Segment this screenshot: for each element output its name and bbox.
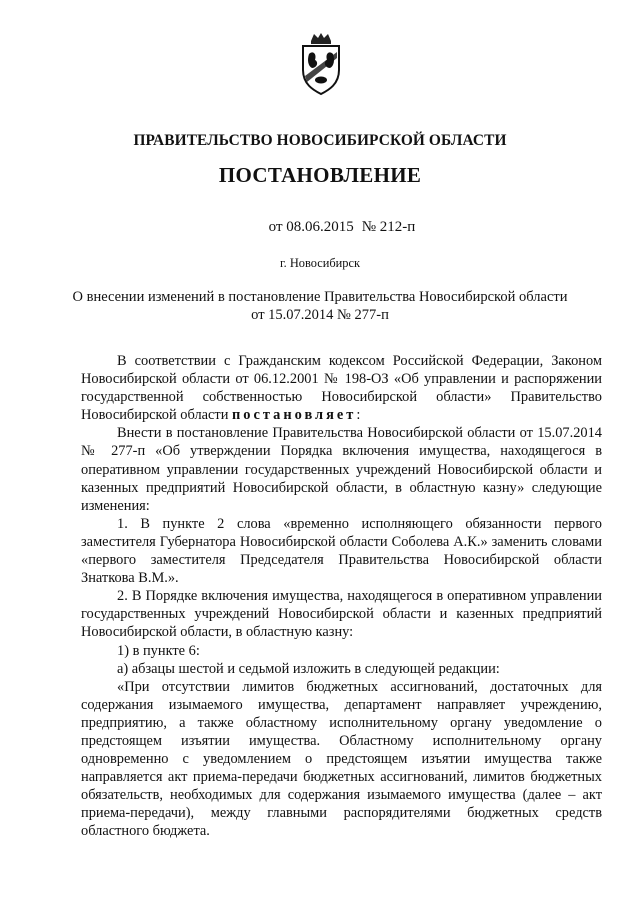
subject-line-2: от 15.07.2014 № 277-п (251, 307, 389, 323)
document-number-line (0, 219, 640, 236)
subject-line-1: О внесении изменений в постановление Правительства Новосибирской области (72, 289, 568, 305)
paragraph-amend: Внести в постановление Правительства Новосибирской области от 15.07.2014 № 277-п «Об утверждении Порядка включения имущества, находящегося в оперативном управлении государственных учреждений Новосибирской области и казенных предприятий Новосибирской области, в областную казну» следующие изменения: (81, 425, 602, 514)
paragraph-item-2: 2. В Порядке включения имущества, находящегося в оперативном управлении государственных учреждений Новосибирской области и казенных предприятий Новосибирской области, в областную казну: (81, 588, 602, 641)
coat-of-arms-icon (297, 32, 345, 96)
document-number: № 212-п (361, 219, 416, 235)
paragraph-item-1: 1. В пункте 2 слова «временно исполняющего обязанности первого заместителя Губернатора Новосибирской области Соболева А.К.» заменить словами «первого заместителя Председателя Правительства Новосибирской области Знаткова В.М.». (81, 515, 602, 587)
document-date: от 08.06.2015 (268, 219, 354, 235)
resolution-keyword: постановляет (232, 407, 357, 424)
paragraph-quote: «При отсутствии лимитов бюджетных ассигнований, достаточных для содержания изымаемого имущества, департамент направляет учреждению, предприятию, а также областному исполнительному органу уведомление о предстоящем изъятии имущества. Областному исполнительному органу одновременно с уведомлением о предстоящем изъятии имущества также направляется акт приема-передачи бюджетных ассигнований, лимитов бюджетных обязательств, необходимых для содержания изымаемого имущества (далее – акт приема-передачи), между главными распорядителями бюджетных средств областного бюджета. (81, 678, 602, 840)
organization-name: ПРАВИТЕЛЬСТВО НОВОСИБИРСКОЙ ОБЛАСТИ (133, 132, 507, 149)
document-subject (60, 288, 580, 324)
paragraph-preamble: В соответствии с Гражданским кодексом Российской Федерации, Законом Новосибирской области от 06.12.2001 № 198-ОЗ «Об управлении и распоряжении государственной собственностью Новосибирской области» Правительство Новосибирской области постановляет: (81, 353, 602, 424)
paragraph-subitem-a: а) абзацы шестой и седьмой изложить в следующей редакции: (117, 660, 500, 677)
document-city: г. Новосибирск (279, 256, 361, 270)
document-type-title: ПОСТАНОВЛЕНИЕ (218, 163, 422, 187)
paragraph-subitem-1: 1) в пункте 6: (117, 642, 200, 659)
document-body (81, 352, 602, 841)
